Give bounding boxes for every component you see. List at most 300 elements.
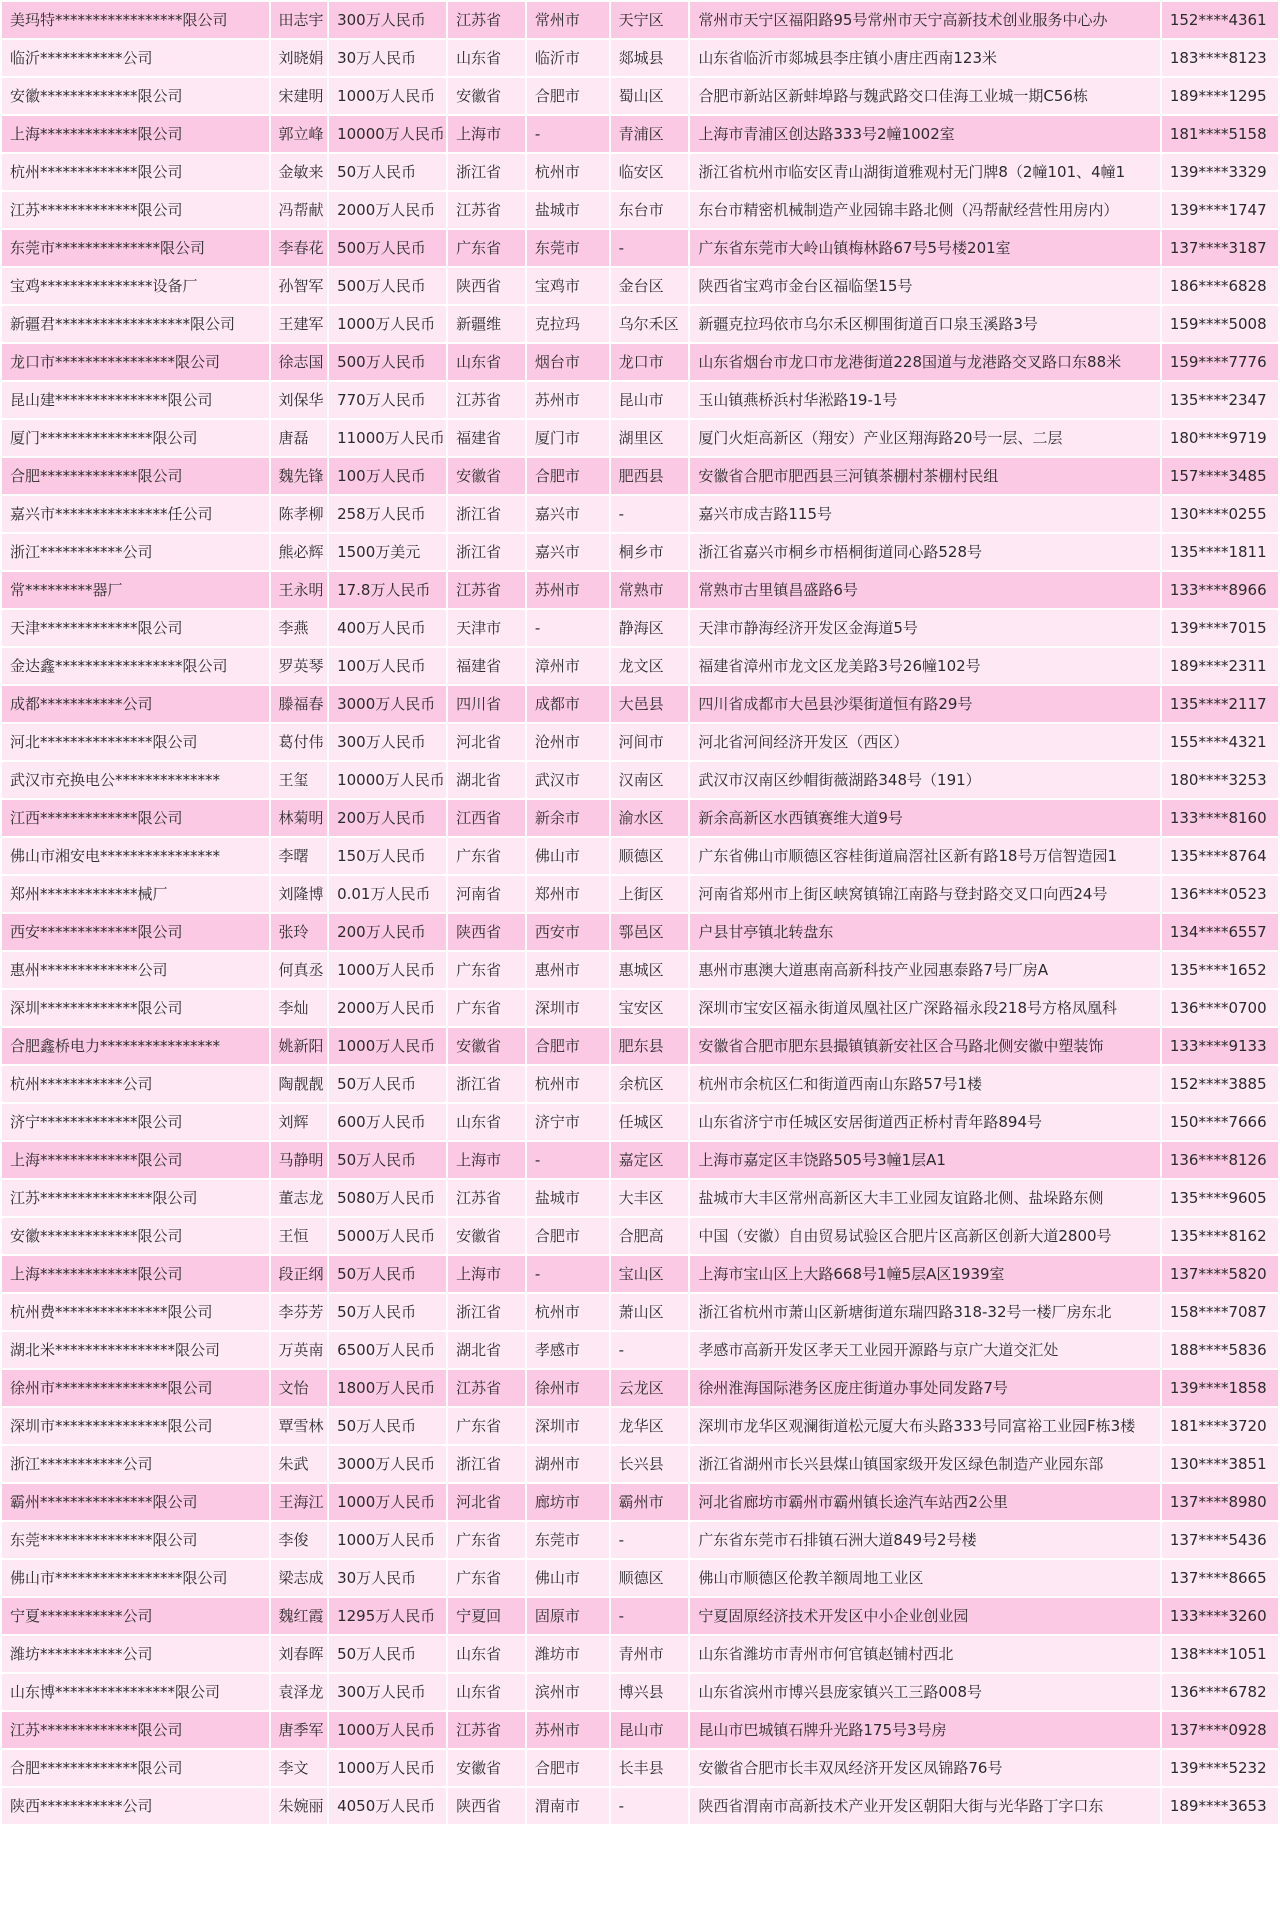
province-cell: 上海市 (448, 1256, 525, 1292)
province-cell: 河北省 (448, 724, 525, 760)
legal-person-cell: 孙智军 (271, 268, 328, 304)
phone-cell: 130****3851 (1162, 1446, 1278, 1482)
company-name-cell: 临沂***********公司 (2, 40, 269, 76)
district-cell: 云龙区 (611, 1370, 689, 1406)
province-cell: 江苏省 (448, 1180, 525, 1216)
legal-person-cell: 文怡 (271, 1370, 328, 1406)
address-cell: 陕西省渭南市高新技术产业开发区朝阳大街与光华路丁字口东 (690, 1788, 1159, 1824)
district-cell: 静海区 (611, 610, 689, 646)
district-cell: 长兴县 (611, 1446, 689, 1482)
city-cell: 合肥市 (527, 1028, 609, 1064)
city-cell: 沧州市 (527, 724, 609, 760)
phone-cell: 133****9133 (1162, 1028, 1278, 1064)
province-cell: 安徽省 (448, 78, 525, 114)
province-cell: 江苏省 (448, 1370, 525, 1406)
phone-cell: 136****0700 (1162, 990, 1278, 1026)
phone-cell: 189****1295 (1162, 78, 1278, 114)
phone-cell: 186****6828 (1162, 268, 1278, 304)
table-row (2, 1066, 1278, 1102)
phone-cell: 188****5836 (1162, 1332, 1278, 1368)
province-cell: 山东省 (448, 1674, 525, 1710)
phone-cell: 139****3329 (1162, 154, 1278, 190)
district-cell: 顺德区 (611, 838, 689, 874)
company-name-cell: 济宁*************限公司 (2, 1104, 269, 1140)
legal-person-cell: 宋建明 (271, 78, 328, 114)
registered-capital-cell: 1000万人民币 (329, 952, 446, 988)
district-cell: 汉南区 (611, 762, 689, 798)
address-cell: 山东省烟台市龙口市龙港街道228国道与龙港路交叉路口东88米 (690, 344, 1159, 380)
province-cell: 广东省 (448, 1560, 525, 1596)
province-cell: 山东省 (448, 40, 525, 76)
district-cell: 宝山区 (611, 1256, 689, 1292)
legal-person-cell: 王永明 (271, 572, 328, 608)
company-name-cell: 天津*************限公司 (2, 610, 269, 646)
company-name-cell: 江苏*************限公司 (2, 192, 269, 228)
district-cell: 东台市 (611, 192, 689, 228)
address-cell: 常熟市古里镇昌盛路6号 (690, 572, 1159, 608)
legal-person-cell: 李俊 (271, 1522, 328, 1558)
city-cell: 漳州市 (527, 648, 609, 684)
city-cell: 杭州市 (527, 154, 609, 190)
phone-cell: 135****8162 (1162, 1218, 1278, 1254)
city-cell: 杭州市 (527, 1294, 609, 1330)
phone-cell: 135****1652 (1162, 952, 1278, 988)
province-cell: 河北省 (448, 1484, 525, 1520)
address-cell: 新余高新区水西镇赛维大道9号 (690, 800, 1159, 836)
district-cell: 蜀山区 (611, 78, 689, 114)
address-cell: 福建省漳州市龙文区龙美路3号26幢102号 (690, 648, 1159, 684)
registered-capital-cell: 30万人民币 (329, 40, 446, 76)
phone-cell: 180****9719 (1162, 420, 1278, 456)
address-cell: 浙江省杭州市临安区青山湖街道雅观村无门牌8（2幢101、4幢1 (690, 154, 1159, 190)
legal-person-cell: 李春花 (271, 230, 328, 266)
district-cell: 青浦区 (611, 116, 689, 152)
district-cell: 昆山市 (611, 382, 689, 418)
table-row (2, 1788, 1278, 1824)
district-cell: 湖里区 (611, 420, 689, 456)
city-cell: - (527, 610, 609, 646)
address-cell: 山东省潍坊市青州市何官镇赵铺村西北 (690, 1636, 1159, 1672)
table-row (2, 2, 1278, 38)
registered-capital-cell: 5080万人民币 (329, 1180, 446, 1216)
city-cell: 合肥市 (527, 1750, 609, 1786)
company-name-cell: 郑州*************械厂 (2, 876, 269, 912)
province-cell: 浙江省 (448, 496, 525, 532)
legal-person-cell: 万英南 (271, 1332, 328, 1368)
address-cell: 山东省滨州市博兴县庞家镇兴工三路008号 (690, 1674, 1159, 1710)
city-cell: 深圳市 (527, 1408, 609, 1444)
legal-person-cell: 马静明 (271, 1142, 328, 1178)
registered-capital-cell: 2000万人民币 (329, 192, 446, 228)
province-cell: 安徽省 (448, 458, 525, 494)
legal-person-cell: 朱武 (271, 1446, 328, 1482)
company-name-cell: 合肥*************限公司 (2, 458, 269, 494)
phone-cell: 139****1747 (1162, 192, 1278, 228)
company-name-cell: 潍坊***********公司 (2, 1636, 269, 1672)
company-name-cell: 嘉兴市***************任公司 (2, 496, 269, 532)
company-name-cell: 东莞***************限公司 (2, 1522, 269, 1558)
city-cell: 烟台市 (527, 344, 609, 380)
district-cell: - (611, 1788, 689, 1824)
phone-cell: 137****5820 (1162, 1256, 1278, 1292)
table-row (2, 1598, 1278, 1634)
address-cell: 广东省佛山市顺德区容桂街道扁滘社区新有路18号万信智造园1 (690, 838, 1159, 874)
legal-person-cell: 冯帮献 (271, 192, 328, 228)
address-cell: 陕西省宝鸡市金台区福临堡15号 (690, 268, 1159, 304)
phone-cell: 152****4361 (1162, 2, 1278, 38)
table-row (2, 572, 1278, 608)
table-row (2, 648, 1278, 684)
legal-person-cell: 滕福春 (271, 686, 328, 722)
province-cell: 湖北省 (448, 762, 525, 798)
company-name-cell: 金达鑫*****************限公司 (2, 648, 269, 684)
province-cell: 宁夏回 (448, 1598, 525, 1634)
legal-person-cell: 何真丞 (271, 952, 328, 988)
district-cell: 宝安区 (611, 990, 689, 1026)
table-row (2, 1028, 1278, 1064)
table-row (2, 952, 1278, 988)
registered-capital-cell: 500万人民币 (329, 230, 446, 266)
province-cell: 湖北省 (448, 1332, 525, 1368)
city-cell: 苏州市 (527, 572, 609, 608)
province-cell: 陕西省 (448, 914, 525, 950)
company-name-cell: 江苏***************限公司 (2, 1180, 269, 1216)
district-cell: 乌尔禾区 (611, 306, 689, 342)
registered-capital-cell: 50万人民币 (329, 1256, 446, 1292)
legal-person-cell: 魏先锋 (271, 458, 328, 494)
registered-capital-cell: 1000万人民币 (329, 1484, 446, 1520)
legal-person-cell: 董志龙 (271, 1180, 328, 1216)
table-row (2, 1294, 1278, 1330)
phone-cell: 180****3253 (1162, 762, 1278, 798)
phone-cell: 135****8764 (1162, 838, 1278, 874)
table-row (2, 838, 1278, 874)
company-name-cell: 合肥鑫桥电力**************** (2, 1028, 269, 1064)
city-cell: 盐城市 (527, 1180, 609, 1216)
company-name-cell: 上海*************限公司 (2, 1142, 269, 1178)
registered-capital-cell: 50万人民币 (329, 1142, 446, 1178)
province-cell: 天津市 (448, 610, 525, 646)
table-row (2, 1408, 1278, 1444)
address-cell: 广东省东莞市大岭山镇梅林路67号5号楼201室 (690, 230, 1159, 266)
address-cell: 天津市静海经济开发区金海道5号 (690, 610, 1159, 646)
province-cell: 新疆维 (448, 306, 525, 342)
registered-capital-cell: 1000万人民币 (329, 1712, 446, 1748)
company-name-cell: 霸州***************限公司 (2, 1484, 269, 1520)
city-cell: 杭州市 (527, 1066, 609, 1102)
province-cell: 广东省 (448, 990, 525, 1026)
registered-capital-cell: 10000万人民币 (329, 762, 446, 798)
registered-capital-cell: 1800万人民币 (329, 1370, 446, 1406)
table-row (2, 1712, 1278, 1748)
table-row (2, 1256, 1278, 1292)
registered-capital-cell: 300万人民币 (329, 1674, 446, 1710)
address-cell: 浙江省杭州市萧山区新塘街道东瑞四路318-32号一楼厂房东北 (690, 1294, 1159, 1330)
table-row (2, 1142, 1278, 1178)
table-row (2, 1750, 1278, 1786)
address-cell: 山东省临沂市郯城县李庄镇小唐庄西南123米 (690, 40, 1159, 76)
province-cell: 江苏省 (448, 382, 525, 418)
city-cell: 郑州市 (527, 876, 609, 912)
phone-cell: 134****6557 (1162, 914, 1278, 950)
company-name-cell: 美玛特*****************限公司 (2, 2, 269, 38)
province-cell: 安徽省 (448, 1750, 525, 1786)
registered-capital-cell: 300万人民币 (329, 724, 446, 760)
phone-cell: 189****2311 (1162, 648, 1278, 684)
table-row (2, 724, 1278, 760)
address-cell: 东台市精密机械制造产业园锦丰路北侧（冯帮献经营性用房内） (690, 192, 1159, 228)
legal-person-cell: 刘晓娟 (271, 40, 328, 76)
district-cell: 余杭区 (611, 1066, 689, 1102)
province-cell: 安徽省 (448, 1218, 525, 1254)
province-cell: 浙江省 (448, 1294, 525, 1330)
province-cell: 上海市 (448, 1142, 525, 1178)
legal-person-cell: 李灿 (271, 990, 328, 1026)
legal-person-cell: 金敏来 (271, 154, 328, 190)
district-cell: 常熟市 (611, 572, 689, 608)
city-cell: 厦门市 (527, 420, 609, 456)
table-row (2, 1218, 1278, 1254)
district-cell: 博兴县 (611, 1674, 689, 1710)
registered-capital-cell: 500万人民币 (329, 268, 446, 304)
legal-person-cell: 朱婉丽 (271, 1788, 328, 1824)
province-cell: 四川省 (448, 686, 525, 722)
city-cell: 嘉兴市 (527, 496, 609, 532)
registered-capital-cell: 11000万人民币 (329, 420, 446, 456)
address-cell: 上海市宝山区上大路668号1幢5层A区1939室 (690, 1256, 1159, 1292)
company-name-cell: 厦门***************限公司 (2, 420, 269, 456)
address-cell: 河北省廊坊市霸州市霸州镇长途汽车站西2公里 (690, 1484, 1159, 1520)
table-row (2, 990, 1278, 1026)
company-name-cell: 佛山市湘安电**************** (2, 838, 269, 874)
company-name-cell: 陕西***********公司 (2, 1788, 269, 1824)
registered-capital-cell: 600万人民币 (329, 1104, 446, 1140)
address-cell: 安徽省合肥市长丰双凤经济开发区凤锦路76号 (690, 1750, 1159, 1786)
phone-cell: 136****8126 (1162, 1142, 1278, 1178)
registered-capital-cell: 258万人民币 (329, 496, 446, 532)
city-cell: 惠州市 (527, 952, 609, 988)
phone-cell: 133****8160 (1162, 800, 1278, 836)
district-cell: - (611, 1332, 689, 1368)
legal-person-cell: 袁泽龙 (271, 1674, 328, 1710)
province-cell: 陕西省 (448, 268, 525, 304)
province-cell: 江苏省 (448, 572, 525, 608)
district-cell: 合肥高 (611, 1218, 689, 1254)
legal-person-cell: 王海江 (271, 1484, 328, 1520)
legal-person-cell: 段正纲 (271, 1256, 328, 1292)
registered-capital-cell: 10000万人民币 (329, 116, 446, 152)
company-name-cell: 杭州*************限公司 (2, 154, 269, 190)
phone-cell: 137****5436 (1162, 1522, 1278, 1558)
phone-cell: 137****8980 (1162, 1484, 1278, 1520)
company-name-cell: 成都***********公司 (2, 686, 269, 722)
registered-capital-cell: 1000万人民币 (329, 78, 446, 114)
phone-cell: 139****7015 (1162, 610, 1278, 646)
company-name-cell: 合肥*************限公司 (2, 1750, 269, 1786)
legal-person-cell: 熊必辉 (271, 534, 328, 570)
table-row (2, 306, 1278, 342)
province-cell: 上海市 (448, 116, 525, 152)
phone-cell: 152****3885 (1162, 1066, 1278, 1102)
legal-person-cell: 葛付伟 (271, 724, 328, 760)
table-row (2, 762, 1278, 798)
registered-capital-cell: 770万人民币 (329, 382, 446, 418)
district-cell: 长丰县 (611, 1750, 689, 1786)
address-cell: 嘉兴市成吉路115号 (690, 496, 1159, 532)
table-row (2, 686, 1278, 722)
address-cell: 新疆克拉玛依市乌尔禾区柳围街道百口泉玉溪路3号 (690, 306, 1159, 342)
registered-capital-cell: 1295万人民币 (329, 1598, 446, 1634)
legal-person-cell: 林菊明 (271, 800, 328, 836)
phone-cell: 135****2347 (1162, 382, 1278, 418)
phone-cell: 133****8966 (1162, 572, 1278, 608)
company-name-cell: 深圳*************限公司 (2, 990, 269, 1026)
phone-cell: 135****2117 (1162, 686, 1278, 722)
legal-person-cell: 徐志国 (271, 344, 328, 380)
province-cell: 浙江省 (448, 534, 525, 570)
table-row (2, 40, 1278, 76)
province-cell: 江苏省 (448, 1712, 525, 1748)
city-cell: 克拉玛 (527, 306, 609, 342)
registered-capital-cell: 2000万人民币 (329, 990, 446, 1026)
registered-capital-cell: 100万人民币 (329, 458, 446, 494)
phone-cell: 137****0928 (1162, 1712, 1278, 1748)
address-cell: 河北省河间经济开发区（西区） (690, 724, 1159, 760)
table-row (2, 534, 1278, 570)
district-cell: 大丰区 (611, 1180, 689, 1216)
legal-person-cell: 王玺 (271, 762, 328, 798)
province-cell: 山东省 (448, 1104, 525, 1140)
district-cell: 河间市 (611, 724, 689, 760)
legal-person-cell: 刘隆博 (271, 876, 328, 912)
city-cell: 渭南市 (527, 1788, 609, 1824)
company-name-cell: 杭州***********公司 (2, 1066, 269, 1102)
province-cell: 江苏省 (448, 2, 525, 38)
district-cell: 霸州市 (611, 1484, 689, 1520)
district-cell: 渝水区 (611, 800, 689, 836)
registered-capital-cell: 500万人民币 (329, 344, 446, 380)
district-cell: 龙口市 (611, 344, 689, 380)
table-row (2, 610, 1278, 646)
legal-person-cell: 张玲 (271, 914, 328, 950)
table-row (2, 1446, 1278, 1482)
city-cell: 成都市 (527, 686, 609, 722)
district-cell: 大邑县 (611, 686, 689, 722)
city-cell: 新余市 (527, 800, 609, 836)
phone-cell: 158****7087 (1162, 1294, 1278, 1330)
address-cell: 深圳市宝安区福永街道凤凰社区广深路福永段218号方格凤凰科 (690, 990, 1159, 1026)
address-cell: 厦门火炬高新区（翔安）产业区翔海路20号一层、二层 (690, 420, 1159, 456)
legal-person-cell: 陈孝柳 (271, 496, 328, 532)
registered-capital-cell: 300万人民币 (329, 2, 446, 38)
legal-person-cell: 王恒 (271, 1218, 328, 1254)
city-cell: 合肥市 (527, 1218, 609, 1254)
registered-capital-cell: 50万人民币 (329, 154, 446, 190)
registered-capital-cell: 150万人民币 (329, 838, 446, 874)
phone-cell: 133****3260 (1162, 1598, 1278, 1634)
registered-capital-cell: 1000万人民币 (329, 306, 446, 342)
city-cell: 盐城市 (527, 192, 609, 228)
company-name-cell: 浙江***********公司 (2, 534, 269, 570)
address-cell: 常州市天宁区福阳路95号常州市天宁高新技术创业服务中心办 (690, 2, 1159, 38)
registered-capital-cell: 0.01万人民币 (329, 876, 446, 912)
registered-capital-cell: 5000万人民币 (329, 1218, 446, 1254)
registered-capital-cell: 6500万人民币 (329, 1332, 446, 1368)
province-cell: 广东省 (448, 230, 525, 266)
district-cell: 龙华区 (611, 1408, 689, 1444)
company-name-cell: 江西*************限公司 (2, 800, 269, 836)
city-cell: 苏州市 (527, 382, 609, 418)
table-row (2, 1560, 1278, 1596)
company-name-cell: 宁夏***********公司 (2, 1598, 269, 1634)
province-cell: 浙江省 (448, 154, 525, 190)
table-row (2, 154, 1278, 190)
table-row (2, 1674, 1278, 1710)
table-row (2, 116, 1278, 152)
address-cell: 徐州淮海国际港务区庞庄街道办事处同发路7号 (690, 1370, 1159, 1406)
registered-capital-cell: 1000万人民币 (329, 1750, 446, 1786)
phone-cell: 139****5232 (1162, 1750, 1278, 1786)
address-cell: 宁夏固原经济技术开发区中小企业创业园 (690, 1598, 1159, 1634)
city-cell: 苏州市 (527, 1712, 609, 1748)
city-cell: 湖州市 (527, 1446, 609, 1482)
legal-person-cell: 王建军 (271, 306, 328, 342)
district-cell: 临安区 (611, 154, 689, 190)
phone-cell: 183****8123 (1162, 40, 1278, 76)
district-cell: - (611, 230, 689, 266)
district-cell: 金台区 (611, 268, 689, 304)
company-name-cell: 龙口市****************限公司 (2, 344, 269, 380)
district-cell: 肥西县 (611, 458, 689, 494)
registered-capital-cell: 100万人民币 (329, 648, 446, 684)
table-row (2, 1522, 1278, 1558)
city-cell: 佛山市 (527, 1560, 609, 1596)
legal-person-cell: 覃雪林 (271, 1408, 328, 1444)
company-name-cell: 昆山建***************限公司 (2, 382, 269, 418)
district-cell: 萧山区 (611, 1294, 689, 1330)
registered-capital-cell: 50万人民币 (329, 1066, 446, 1102)
address-cell: 盐城市大丰区常州高新区大丰工业园友谊路北侧、盐垛路东侧 (690, 1180, 1159, 1216)
registered-capital-cell: 50万人民币 (329, 1294, 446, 1330)
city-cell: 合肥市 (527, 78, 609, 114)
district-cell: - (611, 1522, 689, 1558)
table-row (2, 1484, 1278, 1520)
legal-person-cell: 唐季军 (271, 1712, 328, 1748)
company-name-cell: 武汉市充换电公************** (2, 762, 269, 798)
city-cell: 合肥市 (527, 458, 609, 494)
table-row (2, 1104, 1278, 1140)
city-cell: - (527, 1142, 609, 1178)
company-name-cell: 徐州市***************限公司 (2, 1370, 269, 1406)
registered-capital-cell: 3000万人民币 (329, 686, 446, 722)
phone-cell: 137****8665 (1162, 1560, 1278, 1596)
table-row (2, 192, 1278, 228)
province-cell: 山东省 (448, 344, 525, 380)
district-cell: - (611, 1598, 689, 1634)
address-cell: 玉山镇燕桥浜村华淞路19-1号 (690, 382, 1159, 418)
registered-capital-cell: 17.8万人民币 (329, 572, 446, 608)
company-name-cell: 江苏*************限公司 (2, 1712, 269, 1748)
company-name-cell: 杭州费***************限公司 (2, 1294, 269, 1330)
phone-cell: 135****1811 (1162, 534, 1278, 570)
phone-cell: 138****1051 (1162, 1636, 1278, 1672)
registered-capital-cell: 50万人民币 (329, 1408, 446, 1444)
city-cell: 潍坊市 (527, 1636, 609, 1672)
city-cell: 孝感市 (527, 1332, 609, 1368)
phone-cell: 189****3653 (1162, 1788, 1278, 1824)
legal-person-cell: 姚新阳 (271, 1028, 328, 1064)
phone-cell: 181****3720 (1162, 1408, 1278, 1444)
